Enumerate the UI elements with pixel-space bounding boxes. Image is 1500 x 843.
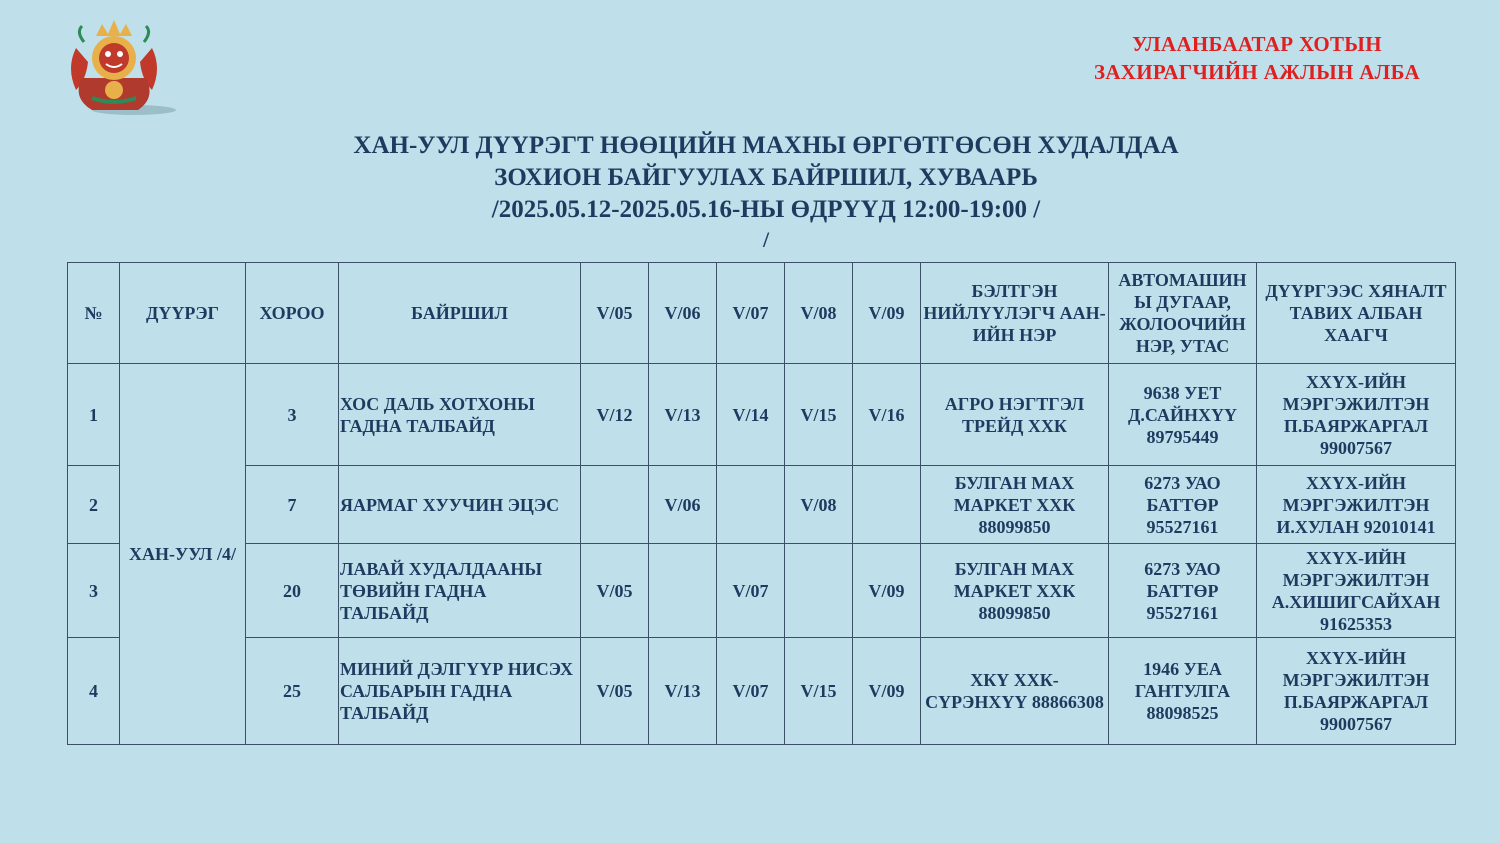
- cell-day-07: V/14: [717, 364, 785, 466]
- table-row: [68, 638, 1456, 745]
- cell-vehicle: 9638 УЕТ Д.САЙНХҮҮ 89795449: [1109, 364, 1257, 466]
- cell-day-05: [581, 466, 649, 544]
- table-row: [68, 364, 1456, 466]
- document-title: [0, 130, 1500, 254]
- header-day-05: V/05: [581, 263, 649, 364]
- cell-num: 4: [68, 638, 120, 745]
- cell-supplier: БУЛГАН МАХ МАРКЕТ ХХК 88099850: [921, 544, 1109, 638]
- cell-day-06: V/13: [649, 638, 717, 745]
- cell-day-06: [649, 544, 717, 638]
- cell-supplier: ХКҮ ХХК-СҮРЭНХҮҮ 88866308: [921, 638, 1109, 745]
- header-khoroo: ХОРОО: [246, 263, 339, 364]
- title-line-3: /2025.05.12-2025.05.16-НЫ ӨДРҮҮД 12:00-19:00 /: [491, 196, 1041, 223]
- cell-supplier: БУЛГАН МАХ МАРКЕТ ХХК 88099850: [921, 466, 1109, 544]
- cell-day-08: [785, 544, 853, 638]
- cell-supervisor: ХХҮХ-ИЙН МЭРГЭЖИЛТЭН А.ХИШИГСАЙХАН 91625353: [1257, 544, 1456, 638]
- cell-day-07: V/07: [717, 638, 785, 745]
- cell-supervisor: ХХҮХ-ИЙН МЭРГЭЖИЛТЭН П.БАЯРЖАРГАЛ 99007567: [1257, 364, 1456, 466]
- cell-supervisor: ХХҮХ-ИЙН МЭРГЭЖИЛТЭН И.ХУЛАН 92010141: [1257, 466, 1456, 544]
- cell-day-06: V/06: [649, 466, 717, 544]
- cell-location: ЯАРМАГ ХУУЧИН ЭЦЭС: [339, 466, 581, 544]
- cell-day-08: V/15: [785, 638, 853, 745]
- cell-khoroo: 20: [246, 544, 339, 638]
- title-line-4: /: [762, 227, 770, 252]
- cell-location: МИНИЙ ДЭЛГҮҮР НИСЭХ САЛБАРЫН ГАДНА ТАЛБАЙД: [339, 638, 581, 745]
- schedule-table: [67, 262, 1456, 745]
- cell-day-08: V/15: [785, 364, 853, 466]
- cell-supplier: АГРО НЭГТГЭЛ ТРЕЙД ХХК: [921, 364, 1109, 466]
- cell-location: ХОС ДАЛЬ ХОТХОНЫ ГАДНА ТАЛБАЙД: [339, 364, 581, 466]
- header-district: ДҮҮРЭГ: [120, 263, 246, 364]
- cell-khoroo: 25: [246, 638, 339, 745]
- city-emblem-icon: [62, 18, 180, 118]
- header-num: №: [68, 263, 120, 364]
- header-day-06: V/06: [649, 263, 717, 364]
- header-day-07: V/07: [717, 263, 785, 364]
- cell-num: 1: [68, 364, 120, 466]
- cell-day-09: [853, 466, 921, 544]
- cell-day-05: V/05: [581, 638, 649, 745]
- cell-day-06: V/13: [649, 364, 717, 466]
- agency-name: [1094, 30, 1420, 86]
- header-day-08: V/08: [785, 263, 853, 364]
- header-vehicle: АВТОМАШИН Ы ДУГААР, ЖОЛООЧИЙН НЭР, УТАС: [1109, 263, 1257, 364]
- cell-vehicle: 6273 УАО БАТТӨР 95527161: [1109, 466, 1257, 544]
- cell-day-07: [717, 466, 785, 544]
- cell-day-05: V/05: [581, 544, 649, 638]
- table-row: [68, 466, 1456, 544]
- cell-day-05: V/12: [581, 364, 649, 466]
- cell-khoroo: 3: [246, 364, 339, 466]
- cell-khoroo: 7: [246, 466, 339, 544]
- header-supplier: БЭЛТГЭН НИЙЛҮҮЛЭГЧ ААН-ИЙН НЭР: [921, 263, 1109, 364]
- cell-num: 3: [68, 544, 120, 638]
- cell-vehicle: 1946 УЕА ГАНТУЛГА 88098525: [1109, 638, 1257, 745]
- header-day-09: V/09: [853, 263, 921, 364]
- cell-day-09: V/16: [853, 364, 921, 466]
- cell-num: 2: [68, 466, 120, 544]
- cell-supervisor: ХХҮХ-ИЙН МЭРГЭЖИЛТЭН П.БАЯРЖАРГАЛ 99007567: [1257, 638, 1456, 745]
- cell-location: ЛАВАЙ ХУДАЛДААНЫ ТӨВИЙН ГАДНА ТАЛБАЙД: [339, 544, 581, 638]
- table-header-row: [68, 263, 1456, 364]
- cell-day-08: V/08: [785, 466, 853, 544]
- title-line-2: ЗОХИОН БАЙГУУЛАХ БАЙРШИЛ, ХУВААРЬ: [494, 164, 1038, 191]
- cell-vehicle: 6273 УАО БАТТӨР 95527161: [1109, 544, 1257, 638]
- title-line-1: ХАН-УУЛ ДҮҮРЭГТ НӨӨЦИЙН МАХНЫ ӨРГӨТГӨСӨН ХУДАЛДАА: [353, 132, 1179, 159]
- header-location: БАЙРШИЛ: [339, 263, 581, 364]
- cell-district: ХАН-УУЛ /4/: [120, 364, 246, 745]
- cell-day-09: V/09: [853, 544, 921, 638]
- agency-line-1: УЛААНБААТАР ХОТЫН: [1132, 32, 1382, 56]
- table-row: [68, 544, 1456, 638]
- cell-day-09: V/09: [853, 638, 921, 745]
- agency-line-2: ЗАХИРАГЧИЙН АЖЛЫН АЛБА: [1093, 60, 1420, 84]
- header-supervisor: ДҮҮРГЭЭС ХЯНАЛТ ТАВИХ АЛБАН ХААГЧ: [1257, 263, 1456, 364]
- cell-day-07: V/07: [717, 544, 785, 638]
